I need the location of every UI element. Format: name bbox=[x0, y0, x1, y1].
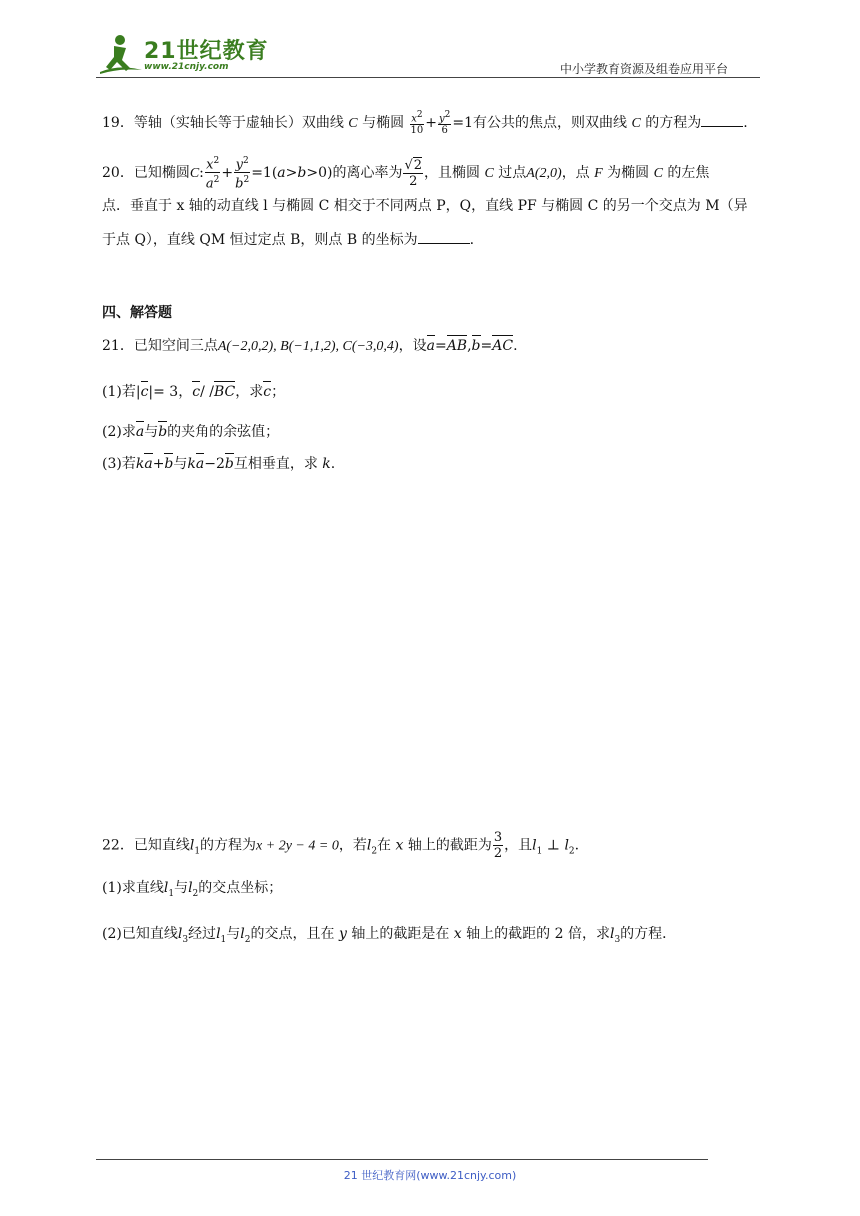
question-19: 19．等轴（实轴长等于虚轴长）双曲线 C 与椭圆 $\frac{x^2}{10}$ + $\frac{y^2}{6}$ =1有公共的焦点，则双曲线 C 的方程为 . bbox=[102, 110, 748, 137]
intercept-fraction: $\frac{3}{2}$ bbox=[493, 830, 503, 861]
section-title: 四、解答题 bbox=[102, 305, 172, 321]
footer-link[interactable]: 21 世纪教育网(www.21cnjy.com) bbox=[343, 1169, 517, 1182]
question-number: 20． bbox=[102, 164, 134, 181]
question-21-part-1: (1)若|c|= 3，c/ /BC，求c； bbox=[102, 384, 286, 400]
answer-blank[interactable] bbox=[418, 231, 470, 244]
question-22: 22．已知直线$l_1$的方程为x + 2y − 4 = 0，若$l_2$在 x 轴上的截距为 $\frac{3}{2}$ ，且$l_1$ ⊥ $l_2$. bbox=[102, 830, 580, 861]
question-20-line-2: 点．垂直于 x 轴的动直线 l 与椭圆 C 相交于不同两点 P，Q，直线 PF 与椭圆 C 的另一个交点为 M（异 bbox=[102, 198, 748, 214]
footer-divider bbox=[96, 1159, 708, 1160]
site-name: 中小学教育资源及组卷应用平台 bbox=[560, 62, 729, 76]
question-number: 22． bbox=[102, 837, 134, 854]
answer-blank[interactable] bbox=[701, 114, 743, 127]
question-21: 21．已知空间三点A(−2,0,2), B(−1,1,2), C(−3,0,4)，设a=AB,b=AC. bbox=[102, 338, 518, 354]
header-divider bbox=[96, 77, 760, 78]
question-21-part-3: (3)若ka+b与ka−2b互相垂直，求 k. bbox=[102, 456, 336, 472]
ellipse-fraction-y: $\frac{y^2}{6}$ bbox=[439, 110, 451, 137]
question-number: 19． bbox=[102, 115, 134, 132]
question-20-line-3: 于点 Q），直线 QM 恒过定点 B，则点 B 的坐标为 . bbox=[102, 232, 475, 248]
question-22-part-1: (1)求直线$l_1$与$l_2$的交点坐标； bbox=[102, 880, 283, 899]
question-20: 20．已知椭圆C: $\frac{x^2}{a^2}$ + $\frac{y^2}{b^2}$ =1(a>b>0)的离心率为 $\frac{√2}{2}$ ，且椭圆 C 过点A(2,0)，点 F 为椭圆 C 的左焦 bbox=[102, 156, 710, 192]
runner-icon bbox=[100, 35, 142, 74]
question-number: 21． bbox=[102, 338, 134, 354]
logo-url: www.21cnjy.com bbox=[144, 62, 229, 72]
ellipse-fraction-x: $\frac{x^2}{10}$ bbox=[410, 110, 424, 137]
question-22-part-2: (2)已知直线$l_3$经过$l_1$与$l_2$的交点，且在 y 轴上的截距是在 x 轴上的截距的 2 倍，求$l_3$的方程． bbox=[102, 926, 677, 945]
logo-text: 21世纪教育 bbox=[144, 39, 269, 64]
question-21-part-2: (2)求a与b的夹角的余弦值； bbox=[102, 424, 280, 440]
eccentricity-fraction: $\frac{√2}{2}$ bbox=[404, 157, 423, 189]
